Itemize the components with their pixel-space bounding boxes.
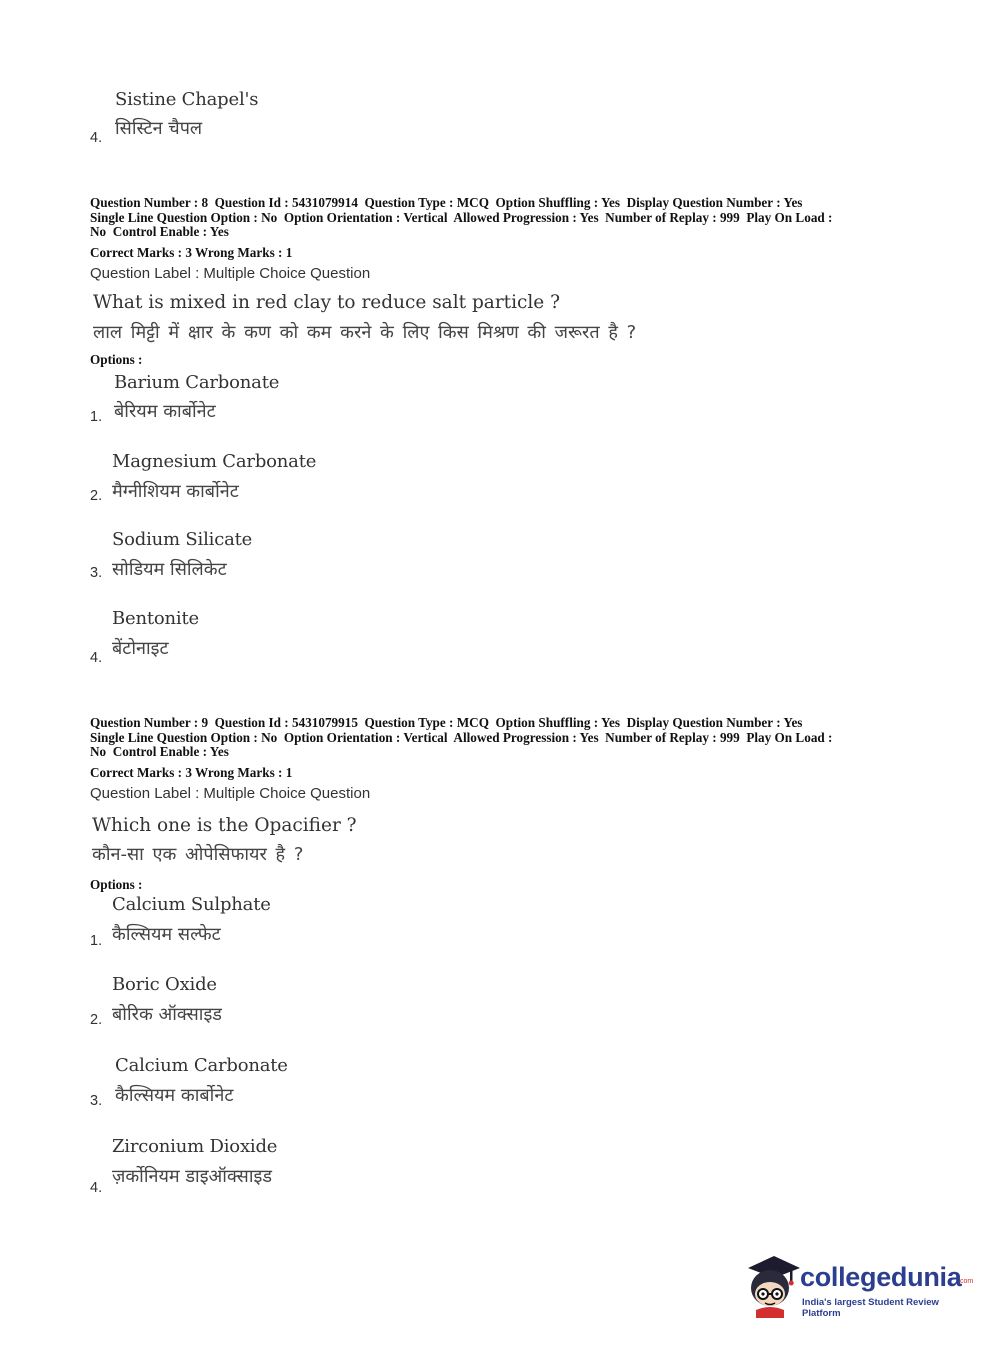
question-text-en: Which one is the Opacifier ? — [92, 815, 357, 836]
option-text-hi: मैग्नीशियम कार्बोनेट — [112, 481, 239, 502]
option-text-en: Zirconium Dioxide — [112, 1136, 278, 1157]
options-label: Options : — [90, 877, 143, 892]
option-text-hi: सिस्टिन चैपल — [115, 118, 203, 139]
option-text-en: Sodium Silicate — [112, 529, 253, 550]
option-text-hi: ज़र्कोनियम डाइऑक्साइड — [112, 1166, 272, 1187]
option-number: 2. — [90, 488, 103, 504]
option-number: 4. — [90, 1180, 103, 1196]
question-text-hi: कौन-सा एक ओपेसिफायर है ? — [92, 844, 304, 865]
question-text-hi: लाल मिट्टी में क्षार के कण को कम करने के लिए किस मिश्रण की जरूरत है ? — [93, 322, 637, 343]
option-text-hi: बोरिक ऑक्साइड — [112, 1004, 222, 1025]
option-text-en: Sistine Chapel's — [115, 89, 259, 110]
mascot-icon — [742, 1248, 802, 1318]
question-label: Question Label : Multiple Choice Question — [90, 785, 371, 802]
logo-domain: .com — [958, 1278, 974, 1285]
question-marks: Correct Marks : 3 Wrong Marks : 1 — [90, 765, 293, 780]
option-text-hi: कैल्सियम सल्फेट — [112, 924, 221, 945]
question-label: Question Label : Multiple Choice Question — [90, 265, 371, 282]
option-number: 3. — [90, 565, 103, 581]
option-text-hi: कैल्सियम कार्बोनेट — [115, 1085, 234, 1106]
question-meta: Question Number : 9 Question Id : 5431079915 Question Type : MCQ Option Shuffling : Yes Display Question Number : Yes Single Line Question Option : No Option Orientation : Vertical Allowed Progression : Yes Number of Replay : 999 Play On Load : No Control Enable : Yes — [90, 715, 833, 760]
option-number: 4. — [90, 130, 103, 146]
option-text-en: Boric Oxide — [112, 974, 217, 995]
option-number: 1. — [90, 933, 103, 949]
option-text-en: Calcium Sulphate — [112, 894, 271, 915]
option-text-en: Calcium Carbonate — [115, 1055, 288, 1076]
option-text-en: Barium Carbonate — [114, 372, 280, 393]
options-label: Options : — [90, 352, 143, 367]
logo-tagline: India's largest Student Review Platform — [802, 1297, 939, 1319]
question-text-en: What is mixed in red clay to reduce salt particle ? — [93, 292, 561, 313]
option-text-hi: बेरियम कार्बोनेट — [114, 401, 216, 422]
question-meta: Question Number : 8 Question Id : 5431079914 Question Type : MCQ Option Shuffling : Yes Display Question Number : Yes Single Line Question Option : No Option Orientation : Vertical Allowed Progression : Yes Number of Replay : 999 Play On Load : No Control Enable : Yes — [90, 195, 833, 240]
option-text-hi: सोडियम सिलिकेट — [112, 559, 227, 580]
option-number: 2. — [90, 1012, 103, 1028]
option-number: 3. — [90, 1093, 103, 1109]
option-text-hi: बेंटोनाइट — [112, 638, 169, 659]
logo-wordmark: collegedunia — [800, 1262, 962, 1292]
option-number: 4. — [90, 650, 103, 666]
option-text-en: Bentonite — [112, 608, 199, 629]
question-marks: Correct Marks : 3 Wrong Marks : 1 — [90, 245, 293, 260]
option-number: 1. — [90, 409, 103, 425]
option-text-en: Magnesium Carbonate — [112, 451, 317, 472]
collegedunia-logo[interactable] — [742, 1248, 972, 1318]
